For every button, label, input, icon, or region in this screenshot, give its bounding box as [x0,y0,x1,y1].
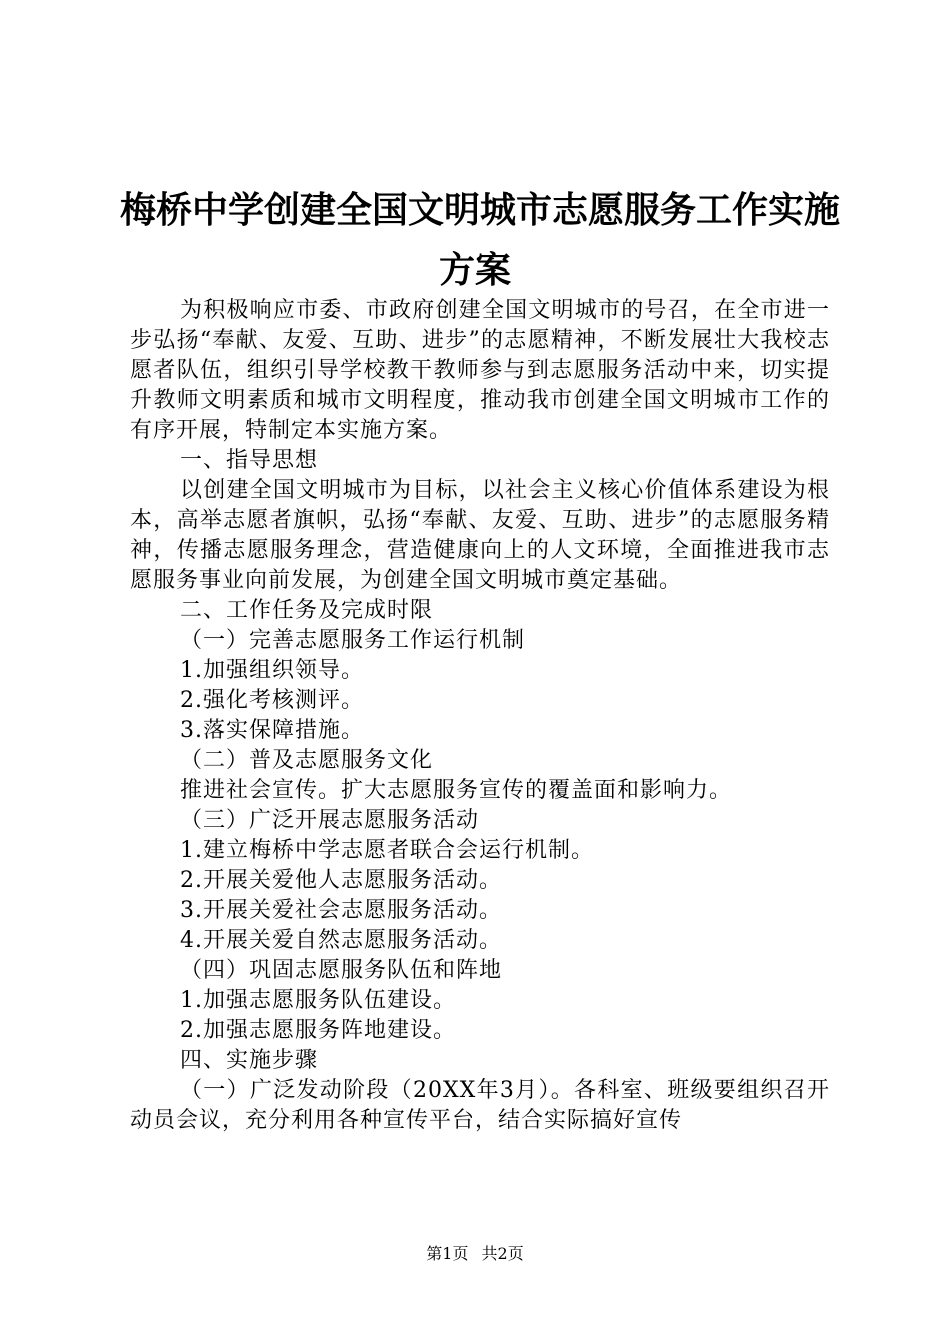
section-heading-tasks: 二、工作任务及完成时限 [180,598,434,623]
document-body [130,296,830,1136]
section-heading-steps: 四、实施步骤 [180,1048,319,1073]
list-item: 2.强化考核测评。 [180,688,364,713]
list-item: 1.建立梅桥中学志愿者联合会运行机制。 [180,838,594,863]
steps-paragraph: （一）广泛发动阶段（20XX年3月）。各科室、班级要组织召开动员会议，充分利用各种宣传平台，结合实际搞好宣传 [130,1078,830,1133]
subsection-heading-culture: （二）普及志愿服务文化 [180,748,434,773]
page-total: 共2页 [481,1244,524,1263]
page-footer [0,1244,950,1264]
page-number: 第1页 [426,1244,469,1263]
subsection-heading-team: （四）巩固志愿服务队伍和阵地 [180,958,503,983]
list-item: 3.落实保障措施。 [180,718,364,743]
document-title-line-1: 梅桥中学创建全国文明城市志愿服务工作实施 [120,189,841,231]
list-item: 1.加强组织领导。 [180,658,364,683]
culture-paragraph: 推进社会宣传。扩大志愿服务宣传的覆盖面和影响力。 [180,778,733,803]
list-item: 1.加强志愿服务队伍建设。 [180,988,456,1013]
guiding-thought-paragraph: 以创建全国文明城市为目标，以社会主义核心价值体系建设为根本，高举志愿者旗帜，弘扬“奉献、友爱、互助、进步”的志愿服务精神，传播志愿服务理念，营造健康向上的人文环境，全面推进我市志愿服务事业向前发展，为创建全国文明城市奠定基础。 [130,478,830,593]
intro-paragraph: 为积极响应市委、市政府创建全国文明城市的号召，在全市进一步弘扬“奉献、友爱、互助、进步”的志愿精神，不断发展壮大我校志愿者队伍，组织引导学校教干教师参与到志愿服务活动中来，切实提升教师文明素质和城市文明程度，推动我市创建全国文明城市工作的有序开展，特制定本实施方案。 [130,298,830,443]
list-item: 3.开展关爱社会志愿服务活动。 [180,898,502,923]
subsection-heading-mechanism: （一）完善志愿服务工作运行机制 [180,628,526,653]
document-title-line-2: 方案 [438,249,511,291]
section-heading-guiding-thought: 一、指导思想 [180,448,319,473]
list-item: 2.加强志愿服务阵地建设。 [180,1018,456,1043]
subsection-heading-activities: （三）广泛开展志愿服务活动 [180,808,480,833]
list-item: 4.开展关爱自然志愿服务活动。 [180,928,502,953]
list-item: 2.开展关爱他人志愿服务活动。 [180,868,502,893]
